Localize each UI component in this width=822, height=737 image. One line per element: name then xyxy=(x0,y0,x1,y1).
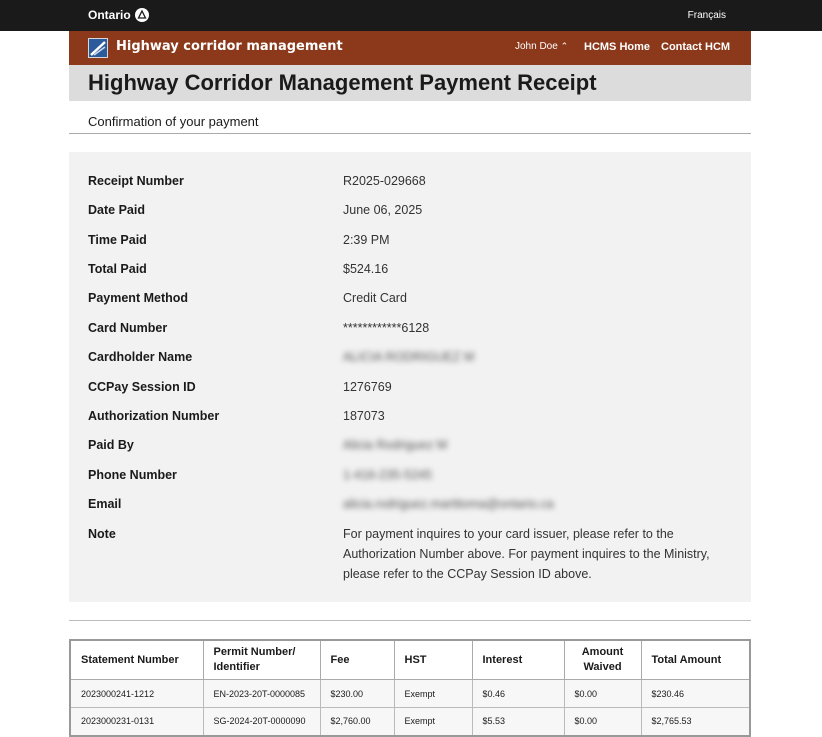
detail-value: June 06, 2025 xyxy=(343,203,423,217)
column-header-hst: HST xyxy=(394,640,472,680)
detail-value: 2:39 PM xyxy=(343,233,390,247)
cell-hst: Exempt xyxy=(394,708,472,736)
column-header-amount-waived: Amount Waived xyxy=(564,640,641,680)
detail-label: Card Number xyxy=(88,321,168,335)
page-title: Highway Corridor Management Payment Receipt xyxy=(88,70,597,95)
application-bar xyxy=(69,31,751,65)
government-header xyxy=(0,0,822,31)
detail-label: Authorization Number xyxy=(88,409,220,423)
chevron-up-icon: ⌃ xyxy=(560,41,569,51)
table-row xyxy=(70,708,750,736)
table-row xyxy=(70,680,750,708)
detail-value: 1276769 xyxy=(343,380,392,394)
detail-value-redacted: alicia.rodriguez.martitoma@ontario.ca xyxy=(343,497,554,511)
column-header-total-amount: Total Amount xyxy=(641,640,750,680)
receipt-details-panel xyxy=(69,152,751,602)
divider xyxy=(69,133,751,134)
nav-hcms-home[interactable]: HCMS Home xyxy=(584,41,651,53)
brand-name: Ontario xyxy=(88,8,131,22)
detail-label: Receipt Number xyxy=(88,174,184,188)
cell-permit-number: SG-2024-20T-0000090 xyxy=(203,708,320,736)
detail-label: Date Paid xyxy=(88,203,145,217)
cell-statement-number: 2023000231-0131 xyxy=(70,708,203,736)
detail-label: Email xyxy=(88,497,122,511)
cell-amount-waived: $0.00 xyxy=(564,708,641,736)
detail-value: ************6128 xyxy=(343,321,430,335)
user-name: John Doe xyxy=(515,41,558,52)
ontario-logo-link[interactable] xyxy=(88,8,149,22)
detail-label: CCPay Session ID xyxy=(88,380,196,394)
column-header-permit-number: Permit Number/ Identifier xyxy=(203,640,320,680)
detail-value: R2025-029668 xyxy=(343,174,426,188)
page-subtitle: Confirmation of your payment xyxy=(88,114,259,129)
detail-value: 187073 xyxy=(343,409,385,423)
detail-value-redacted: Alicia Rodriguez M xyxy=(343,438,448,452)
trillium-icon xyxy=(135,8,149,22)
detail-label: Phone Number xyxy=(88,468,177,482)
column-header-statement-number: Statement Number xyxy=(70,640,203,680)
cell-amount-waived: $0.00 xyxy=(564,680,641,708)
column-header-fee: Fee xyxy=(320,640,394,680)
cell-fee: $230.00 xyxy=(320,680,394,708)
statements-table xyxy=(69,639,751,737)
nav-contact-hcm[interactable]: Contact HCM xyxy=(661,41,731,53)
detail-value-redacted: 1-416-235-5245 xyxy=(343,468,432,482)
detail-label: Payment Method xyxy=(88,291,189,305)
detail-label: Note xyxy=(88,527,116,541)
cell-statement-number: 2023000241-1212 xyxy=(70,680,203,708)
detail-value: Credit Card xyxy=(343,291,407,305)
detail-value-redacted: ALICIA RODRIGUEZ M xyxy=(343,350,475,364)
highway-logo-icon xyxy=(88,38,108,58)
column-header-interest: Interest xyxy=(472,640,564,680)
user-menu[interactable] xyxy=(515,41,568,52)
detail-label: Total Paid xyxy=(88,262,147,276)
cell-interest: $0.46 xyxy=(472,680,564,708)
cell-total-amount: $230.46 xyxy=(641,680,750,708)
page-title-bar xyxy=(69,65,751,101)
cell-permit-number: EN-2023-20T-0000085 xyxy=(203,680,320,708)
cell-total-amount: $2,765.53 xyxy=(641,708,750,736)
detail-value: $524.16 xyxy=(343,262,389,276)
cell-fee: $2,760.00 xyxy=(320,708,394,736)
detail-value-note: For payment inquires to your card issuer, please refer to the Authorization Number above. For payment inquires to the Ministry, please refer to the CCPay Session ID above. xyxy=(343,527,710,581)
language-toggle-link[interactable]: Français xyxy=(687,10,726,21)
cell-interest: $5.53 xyxy=(472,708,564,736)
detail-label: Cardholder Name xyxy=(88,350,193,364)
cell-hst: Exempt xyxy=(394,680,472,708)
divider xyxy=(69,620,751,621)
app-title[interactable]: Highway corridor management xyxy=(116,39,343,54)
detail-label: Time Paid xyxy=(88,233,147,247)
detail-label: Paid By xyxy=(88,438,134,452)
table-header-row xyxy=(70,640,750,680)
